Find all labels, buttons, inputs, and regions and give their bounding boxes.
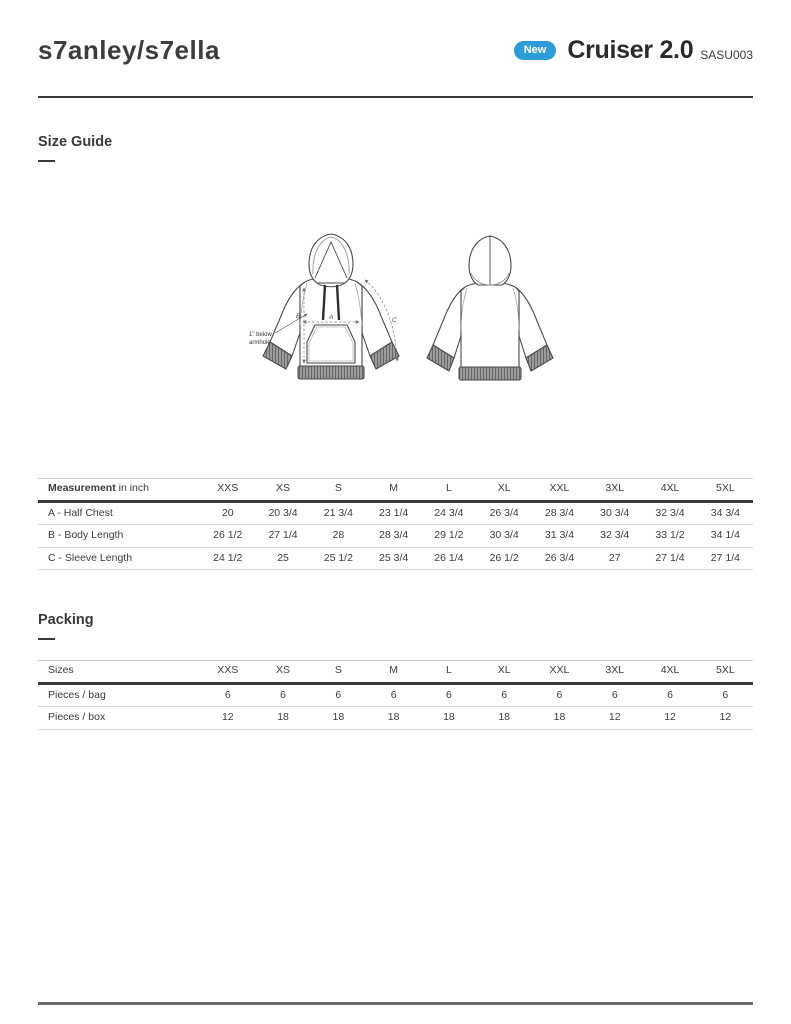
packing-table <box>38 660 753 730</box>
measurement-table-header-row <box>38 479 753 502</box>
measurement-value-cell: 20 3/4 <box>255 501 310 525</box>
packing-size-header: XXS <box>200 661 255 684</box>
measurement-header-bold: Measurement <box>48 482 116 494</box>
packing-row <box>38 683 753 707</box>
armhole-annotation-line1: 1" below <box>248 332 272 338</box>
product-name: Cruiser 2.0 <box>567 35 694 64</box>
measurement-size-header: L <box>421 479 476 502</box>
measurement-value-cell: 24 1/2 <box>200 547 255 570</box>
hoodie-diagram <box>38 228 753 396</box>
packing-size-header: M <box>366 661 421 684</box>
packing-value-cell: 6 <box>366 683 421 707</box>
measurement-value-cell: 23 1/4 <box>366 501 421 525</box>
measurement-value-cell: 27 1/4 <box>642 547 697 570</box>
measurement-header-unit: in inch <box>118 482 149 494</box>
measurement-value-cell: 26 1/2 <box>477 547 532 570</box>
packing-row-label: Pieces / box <box>38 707 200 730</box>
packing-value-cell: 12 <box>642 707 697 730</box>
packing-value-cell: 12 <box>587 707 642 730</box>
footer-divider <box>38 1002 753 1005</box>
packing-value-cell: 6 <box>642 683 697 707</box>
measurement-value-cell: 20 <box>200 501 255 525</box>
measurement-value-cell: 24 3/4 <box>421 501 476 525</box>
measurement-value-cell: 21 3/4 <box>311 501 366 525</box>
measurement-size-header: 3XL <box>587 479 642 502</box>
packing-size-header: 3XL <box>587 661 642 684</box>
packing-value-cell: 12 <box>200 707 255 730</box>
measurement-value-cell: 26 3/4 <box>532 547 587 570</box>
packing-value-cell: 18 <box>255 707 310 730</box>
packing-row-label: Pieces / bag <box>38 683 200 707</box>
header-divider <box>38 96 753 98</box>
measurement-table <box>38 478 753 570</box>
packing-value-cell: 6 <box>698 683 753 707</box>
measurement-value-cell: 27 <box>587 547 642 570</box>
measurement-value-cell: 32 3/4 <box>587 525 642 548</box>
measure-label-c: C <box>391 317 397 324</box>
packing-value-cell: 6 <box>532 683 587 707</box>
measurement-value-cell: 26 1/4 <box>421 547 476 570</box>
packing-row <box>38 707 753 730</box>
packing-header-label: Sizes <box>38 661 200 684</box>
header <box>38 0 753 68</box>
armhole-annotation-line2: armhole <box>248 340 271 346</box>
measurement-size-header: XXS <box>200 479 255 502</box>
packing-size-header: XS <box>255 661 310 684</box>
product-code: SASU003 <box>700 47 753 62</box>
packing-value-cell: 6 <box>255 683 310 707</box>
measurement-row-label: A - Half Chest <box>38 501 200 525</box>
size-guide-dash <box>38 160 55 162</box>
packing-value-cell: 6 <box>200 683 255 707</box>
packing-value-cell: 18 <box>477 707 532 730</box>
measurement-value-cell: 26 1/2 <box>200 525 255 548</box>
measurement-value-cell: 27 1/4 <box>255 525 310 548</box>
measurement-value-cell: 33 1/2 <box>642 525 697 548</box>
kangaroo-pocket <box>307 325 355 363</box>
size-guide-title: Size Guide <box>38 134 113 150</box>
measurement-value-cell: 29 1/2 <box>421 525 476 548</box>
product-header <box>514 36 753 65</box>
packing-value-cell: 18 <box>421 707 476 730</box>
measurement-size-header: S <box>311 479 366 502</box>
packing-value-cell: 18 <box>532 707 587 730</box>
packing-value-cell: 6 <box>587 683 642 707</box>
packing-table-section <box>38 660 753 730</box>
measurement-size-header: 5XL <box>698 479 753 502</box>
packing-size-header: XXL <box>532 661 587 684</box>
measurement-value-cell: 27 1/4 <box>698 547 753 570</box>
packing-dash <box>38 638 55 640</box>
measurement-value-cell: 26 3/4 <box>477 501 532 525</box>
back-hem-band <box>459 367 521 380</box>
measurement-value-cell: 34 1/4 <box>698 525 753 548</box>
measurement-value-cell: 31 3/4 <box>532 525 587 548</box>
measurement-size-header: XL <box>477 479 532 502</box>
packing-size-header: S <box>311 661 366 684</box>
measurement-value-cell: 25 <box>255 547 310 570</box>
measurement-size-header: 4XL <box>642 479 697 502</box>
measurement-value-cell: 30 3/4 <box>587 501 642 525</box>
packing-size-header: XL <box>477 661 532 684</box>
back-torso <box>461 283 519 368</box>
packing-value-cell: 6 <box>311 683 366 707</box>
measurement-value-cell: 28 3/4 <box>366 525 421 548</box>
measurement-header-label <box>38 479 200 502</box>
packing-value-cell: 6 <box>477 683 532 707</box>
measure-label-a: A <box>328 314 333 321</box>
brand-logo: s7anley/s7ella <box>38 34 220 65</box>
hoodie-technical-drawing <box>231 228 561 396</box>
measurement-value-cell: 25 3/4 <box>366 547 421 570</box>
measurement-row <box>38 547 753 570</box>
packing-title: Packing <box>38 612 94 629</box>
measurement-value-cell: 25 1/2 <box>311 547 366 570</box>
measurement-row-label: B - Body Length <box>38 525 200 548</box>
packing-size-header: L <box>421 661 476 684</box>
packing-size-header: 4XL <box>642 661 697 684</box>
measurement-size-header: M <box>366 479 421 502</box>
hoodie-front-view <box>249 234 399 379</box>
measurement-size-header: XXL <box>532 479 587 502</box>
measurement-size-header: XS <box>255 479 310 502</box>
measurement-row-label: C - Sleeve Length <box>38 547 200 570</box>
front-hem-band <box>298 366 364 379</box>
measure-label-b: B <box>295 313 300 320</box>
measurement-row <box>38 501 753 525</box>
packing-value-cell: 6 <box>421 683 476 707</box>
packing-value-cell: 12 <box>698 707 753 730</box>
new-badge: New <box>514 41 557 60</box>
size-guide-table-section <box>38 478 753 570</box>
measurement-value-cell: 34 3/4 <box>698 501 753 525</box>
packing-size-header: 5XL <box>698 661 753 684</box>
hoodie-back-view <box>427 236 553 380</box>
packing-value-cell: 18 <box>311 707 366 730</box>
measurement-row <box>38 525 753 548</box>
measurement-value-cell: 28 <box>311 525 366 548</box>
packing-table-header-row <box>38 661 753 684</box>
packing-value-cell: 18 <box>366 707 421 730</box>
measurement-value-cell: 28 3/4 <box>532 501 587 525</box>
measurement-value-cell: 32 3/4 <box>642 501 697 525</box>
measurement-value-cell: 30 3/4 <box>477 525 532 548</box>
